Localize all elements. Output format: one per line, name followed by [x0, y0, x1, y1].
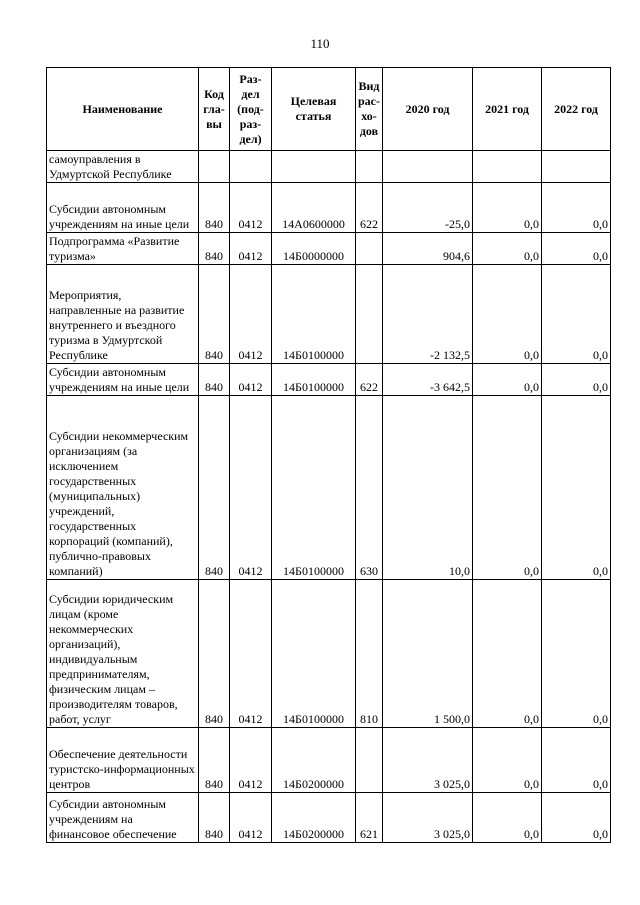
row-expense-type-cell: [356, 233, 383, 265]
row-chapter-code-cell: 840: [199, 580, 230, 728]
row-2022-cell: [542, 151, 611, 183]
row-section-cell: 0412: [230, 265, 272, 364]
header-target-article: Целевая статья: [272, 68, 356, 151]
row-2022-cell: 0,0: [542, 364, 611, 396]
row-section-cell: 0412: [230, 233, 272, 265]
row-section-cell: 0412: [230, 396, 272, 580]
row-chapter-code-cell: 840: [199, 183, 230, 233]
row-target-article-cell: 14Б0100000: [272, 580, 356, 728]
table-row: [47, 151, 611, 183]
row-chapter-code-cell: 840: [199, 793, 230, 843]
header-name: Наименование: [47, 68, 199, 151]
header-section: Раз-дел (под-раз-дел): [230, 68, 272, 151]
row-2022-cell: 0,0: [542, 728, 611, 793]
row-section-cell: 0412: [230, 728, 272, 793]
row-2020-cell: 3 025,0: [383, 728, 473, 793]
row-expense-type-cell: 621: [356, 793, 383, 843]
row-2020-cell: 904,6: [383, 233, 473, 265]
row-target-article-cell: 14А0600000: [272, 183, 356, 233]
page-number: 110: [310, 36, 330, 51]
row-section-cell: 0412: [230, 793, 272, 843]
row-2022-cell: 0,0: [542, 580, 611, 728]
row-2021-cell: 0,0: [473, 364, 542, 396]
row-2021-cell: 0,0: [473, 233, 542, 265]
row-expense-type-cell: 630: [356, 396, 383, 580]
row-section-cell: 0412: [230, 580, 272, 728]
row-expense-type-cell: [356, 265, 383, 364]
row-expense-type-cell: 622: [356, 183, 383, 233]
row-target-article-cell: 14Б0000000: [272, 233, 356, 265]
row-chapter-code-cell: 840: [199, 364, 230, 396]
row-2021-cell: 0,0: [473, 793, 542, 843]
table-row: [47, 183, 611, 233]
table-header-row: [47, 68, 611, 151]
table-row: [47, 728, 611, 793]
row-chapter-code-cell: [199, 151, 230, 183]
row-name-cell: Субсидии автономным учреждениям на иные цели: [47, 183, 199, 233]
header-2020: 2020 год: [383, 68, 473, 151]
row-target-article-cell: [272, 151, 356, 183]
table-row: [47, 793, 611, 843]
row-target-article-cell: 14Б0100000: [272, 265, 356, 364]
table-body: [47, 151, 611, 843]
row-2020-cell: [383, 151, 473, 183]
row-2020-cell: -2 132,5: [383, 265, 473, 364]
row-2022-cell: 0,0: [542, 793, 611, 843]
row-name-cell: Подпрограмма «Развитие туризма»: [47, 233, 199, 265]
header-2021: 2021 год: [473, 68, 542, 151]
row-chapter-code-cell: 840: [199, 396, 230, 580]
table-row: [47, 265, 611, 364]
row-expense-type-cell: [356, 728, 383, 793]
header-2022: 2022 год: [542, 68, 611, 151]
row-name-cell: Мероприятия, направленные на развитие внутреннего и въездного туризма в Удмуртской Республике: [47, 265, 199, 364]
row-2021-cell: 0,0: [473, 728, 542, 793]
row-expense-type-cell: 810: [356, 580, 383, 728]
row-2020-cell: 10,0: [383, 396, 473, 580]
row-2020-cell: 3 025,0: [383, 793, 473, 843]
row-2021-cell: 0,0: [473, 183, 542, 233]
row-name-cell: Субсидии некоммерческим организациям (за исключением государственных (муниципальных) учреждений, государственных корпораций (компаний), публично-правовых компаний): [47, 396, 199, 580]
row-target-article-cell: 14Б0200000: [272, 728, 356, 793]
table-row: [47, 396, 611, 580]
row-section-cell: 0412: [230, 364, 272, 396]
row-2021-cell: 0,0: [473, 580, 542, 728]
row-expense-type-cell: [356, 151, 383, 183]
row-2022-cell: 0,0: [542, 183, 611, 233]
budget-table: [46, 67, 611, 843]
row-target-article-cell: 14Б0100000: [272, 364, 356, 396]
table-row: [47, 233, 611, 265]
row-name-cell: Обеспечение деятельности туристско-информационных центров: [47, 728, 199, 793]
row-2022-cell: 0,0: [542, 396, 611, 580]
table-row: [47, 364, 611, 396]
row-section-cell: 0412: [230, 183, 272, 233]
row-target-article-cell: 14Б0100000: [272, 396, 356, 580]
row-2022-cell: 0,0: [542, 233, 611, 265]
row-name-cell: Субсидии автономным учреждениям на финансовое обеспечение: [47, 793, 199, 843]
row-2020-cell: -3 642,5: [383, 364, 473, 396]
row-section-cell: [230, 151, 272, 183]
row-2022-cell: 0,0: [542, 265, 611, 364]
row-2020-cell: 1 500,0: [383, 580, 473, 728]
row-2020-cell: -25,0: [383, 183, 473, 233]
row-name-cell: самоуправления в Удмуртской Республике: [47, 151, 199, 183]
row-name-cell: Субсидии юридическим лицам (кроме некоммерческих организаций), индивидуальным предпринимателям, физическим лицам – производителям товаров, работ, услуг: [47, 580, 199, 728]
header-chapter-code: Код гла-вы: [199, 68, 230, 151]
row-chapter-code-cell: 840: [199, 265, 230, 364]
row-chapter-code-cell: 840: [199, 728, 230, 793]
row-2021-cell: 0,0: [473, 265, 542, 364]
row-2021-cell: 0,0: [473, 396, 542, 580]
table-row: [47, 580, 611, 728]
row-chapter-code-cell: 840: [199, 233, 230, 265]
row-name-cell: Субсидии автономным учреждениям на иные цели: [47, 364, 199, 396]
row-2021-cell: [473, 151, 542, 183]
header-expense-type: Вид рас-хо-дов: [356, 68, 383, 151]
row-target-article-cell: 14Б0200000: [272, 793, 356, 843]
row-expense-type-cell: 622: [356, 364, 383, 396]
